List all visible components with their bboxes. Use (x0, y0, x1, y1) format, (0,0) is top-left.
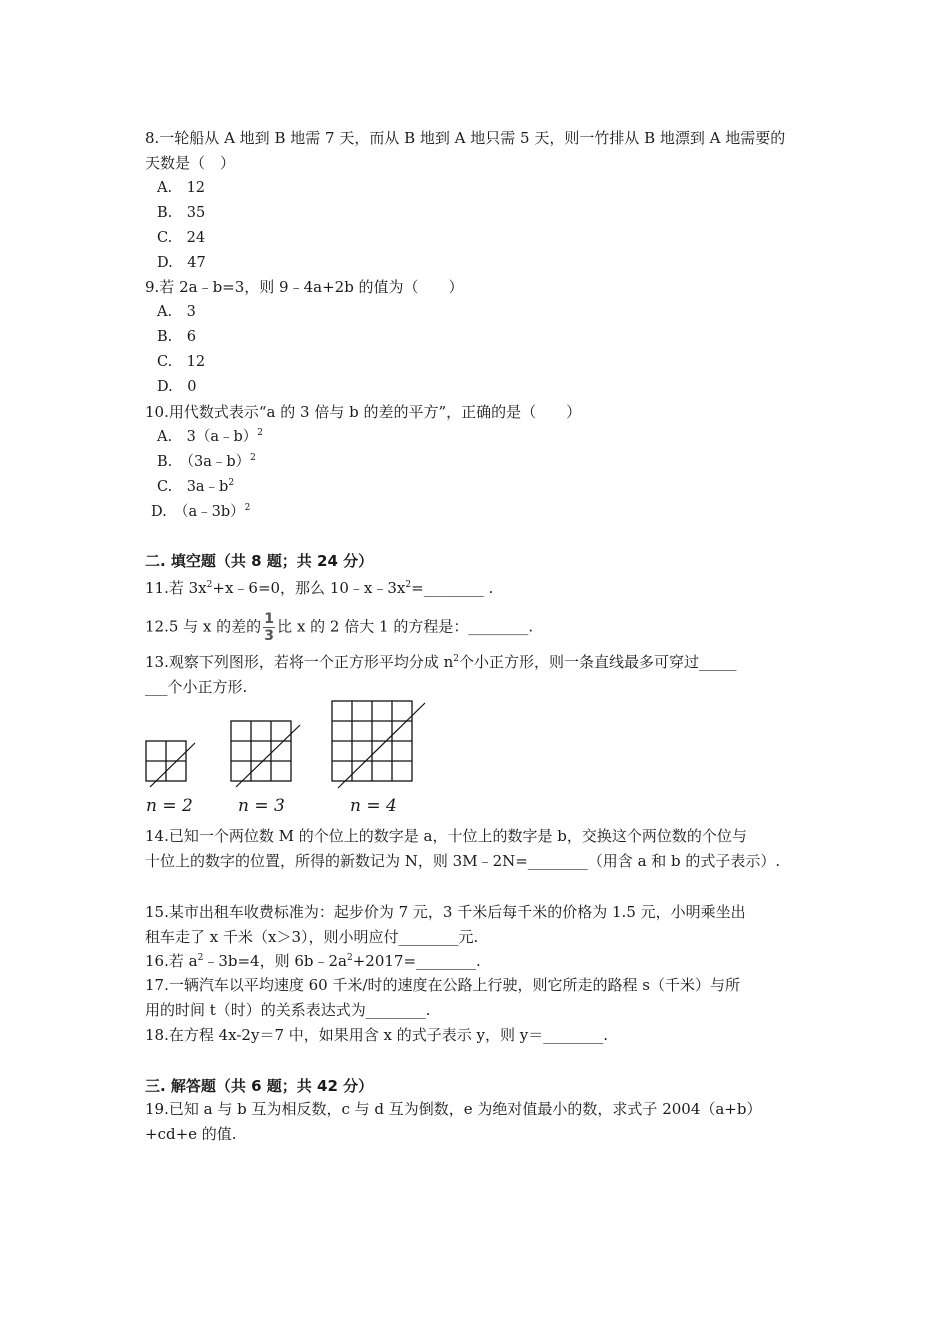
q14-line2: 十位上的数字的位置，所得的新数记为 N，则 3M﹣2N=________（用含 a 和 b 的式子表示）. (145, 852, 781, 870)
q9-option-c: C. 12 (157, 354, 206, 370)
q13-line1: 13.观察下列图形，若将一个正方形平均分成 $n^2$个小正方形，则一条直线最多可穿过_____ (145, 653, 737, 671)
grid-n2-label: n = 2 (146, 796, 193, 816)
q9-option-d: D. 0 (157, 379, 197, 395)
q19-line1: 19.已知 a 与 b 互为相反数，c 与 d 互为倒数，e 为绝对值最小的数，求式子 2004（a+b） (145, 1100, 762, 1118)
one-third-fraction: $\frac{1}{3}$ (264, 611, 275, 644)
grid-n2-figure (146, 741, 195, 787)
grid-n4-figure (332, 701, 425, 788)
q8-stem-line1: 8.一轮船从 A 地到 B 地需 7 天，而从 B 地到 A 地只需 5 天，则一竹排从 B 地漂到 A 地需要的 (145, 129, 786, 147)
q15-line2: 租车走了 x 千米（x＞3），则小明应付________元. (145, 928, 479, 946)
q10-option-a: A. 3（a﹣b）$^2$ (157, 428, 263, 445)
q8-option-b: B. 35 (157, 205, 206, 221)
grid-n3-figure (231, 721, 300, 787)
q8-option-d: D. 47 (157, 255, 206, 271)
q8-option-a: A. 12 (157, 180, 206, 196)
q10-option-d: D. （a﹣3b）$^2$ (151, 503, 251, 520)
q9-stem: 9.若 2a﹣b=3，则 9﹣4a+2b 的值为（ ） (145, 278, 464, 296)
q14-line1: 14.已知一个两位数 M 的个位上的数字是 a，十位上的数字是 b，交换这个两位数的个位与 (145, 827, 747, 845)
section2-heading: 二. 填空题（共 8 题；共 24 分） (145, 552, 374, 570)
q10-option-b: B. （3a﹣b）$^2$ (157, 453, 256, 470)
q9-option-b: B. 6 (157, 329, 196, 345)
q18: 18.在方程 4x-2y＝7 中，如果用含 x 的式子表示 y，则 y＝________. (145, 1026, 609, 1044)
q10-option-c: C. $3a﹣b^2$ (157, 478, 235, 495)
q11: 11.若 $3x^2+x﹣6=0$，那么 $10﹣x﹣3x^2=\_\_\_\_\_\_\_\_$ . (145, 579, 494, 597)
grid-n4-label: n = 4 (350, 796, 397, 816)
q13-line2: ___个小正方形. (145, 678, 248, 696)
q9-option-a: A. 3 (157, 304, 196, 320)
q12: 12.5 与 x 的差的 $\frac{1}{3}$ 比 x 的 2 倍大 1 的方程是：________. (145, 611, 534, 644)
grid-n3-label: n = 3 (238, 796, 285, 816)
q16: 16.若 $a^2﹣3b=4$，则 $6b﹣2a^2+2017=\_\_\_\_\_\_\_\_$. (145, 952, 481, 970)
q19-line2: +cd+e 的值. (145, 1125, 237, 1143)
q10-stem: 10.用代数式表示“a 的 3 倍与 b 的差的平方”，正确的是（ ） (145, 403, 582, 421)
grid-figures (140, 695, 440, 790)
q15-line1: 15.某市出租车收费标准为：起步价为 7 元，3 千米后每千米的价格为 1.5 元，小明乘坐出 (145, 903, 746, 921)
section3-heading: 三. 解答题（共 6 题；共 42 分） (145, 1077, 374, 1095)
q17-line1: 17.一辆汽车以平均速度 60 千米/时的速度在公路上行驶，则它所走的路程 s（千米）与所 (145, 976, 741, 994)
q17-line2: 用的时间 t（时）的关系表达式为________. (145, 1001, 431, 1019)
q8-stem-line2: 天数是（ ） (145, 154, 236, 172)
q8-option-c: C. 24 (157, 230, 206, 246)
